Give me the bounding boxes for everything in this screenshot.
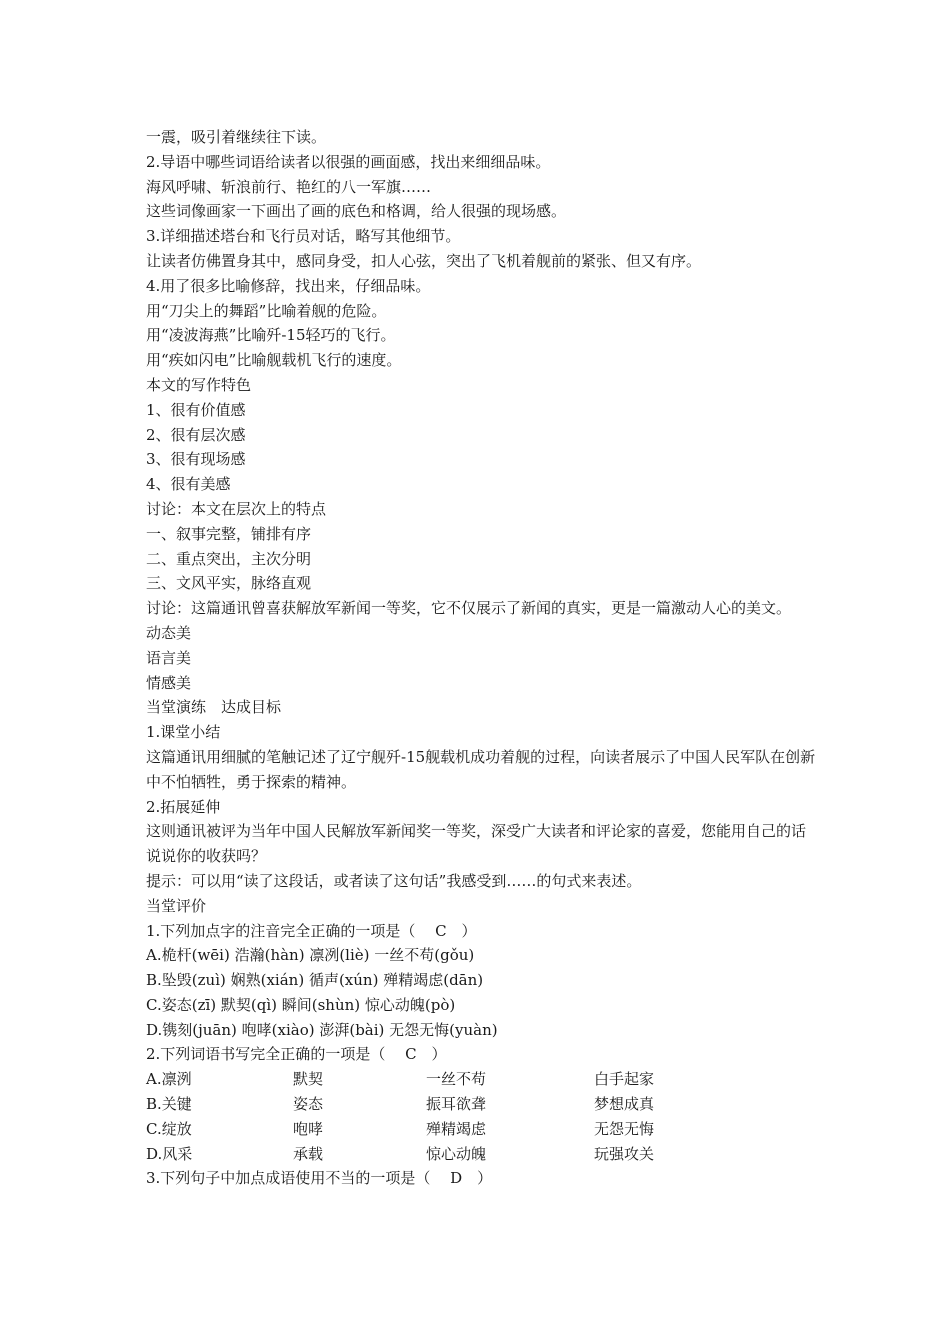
table-cell: B.关键 <box>146 1095 192 1114</box>
option-a: A.桅杆(wēi) 浩瀚(hàn) 凛冽(liè) 一丝不苟(gǒu) <box>146 946 475 965</box>
intro-section <box>146 125 816 596</box>
subsection-heading: 1.课堂小结 <box>146 723 221 742</box>
list-item: 4、很有美感 <box>146 475 231 494</box>
question-3: 3.详细描述塔台和飞行员对话，略写其他细节。 <box>146 227 461 246</box>
text-line: 用“刀尖上的舞蹈”比喻着舰的危险。 <box>146 301 387 320</box>
text-line: 一震，吸引着继续往下读。 <box>146 128 327 146</box>
document-page <box>146 125 816 1191</box>
table-cell: 默契 <box>293 1070 324 1089</box>
table-row <box>146 1092 816 1117</box>
question-2: 2.导语中哪些词语给读者以很强的画面感，找出来细细品味。 <box>146 152 551 171</box>
discussion-heading: 讨论：本文在层次上的特点 <box>146 499 327 518</box>
table-cell: 白手起家 <box>594 1070 655 1089</box>
hint-line: 提示：可以用“读了这段话，或者读了这句话”我感受到……的句式来表述。 <box>146 871 642 890</box>
list-item: 一、叙事完整，铺排有序 <box>146 524 312 543</box>
table-cell: A.凛洌 <box>146 1070 192 1089</box>
table-row <box>146 1117 816 1142</box>
question-3-eval: 3.下列句子中加点成语使用不当的一项是（ D ） <box>146 1169 493 1188</box>
list-item: 情感美 <box>146 673 192 692</box>
list-item: 2、很有层次感 <box>146 425 246 444</box>
summary-paragraph: 这篇通讯用细腻的笔触记述了辽宁舰歼-15舰载机成功着舰的过程，向读者展示了中国人民军队在创新中不怕牺牲，勇于探索的精神。 <box>146 747 816 791</box>
table-cell: 振耳欲聋 <box>426 1095 487 1114</box>
table-row <box>146 1142 816 1167</box>
list-item: 三、文风平实，脉络直观 <box>146 574 312 593</box>
question-1: 1.下列加点字的注音完全正确的一项是（ C ） <box>146 921 477 940</box>
list-item: 二、重点突出，主次分明 <box>146 549 312 568</box>
subsection-heading: 2.拓展延伸 <box>146 797 221 816</box>
table-cell: 殚精竭虑 <box>426 1119 487 1138</box>
text-line: 用“疾如闪电”比喻舰载机飞行的速度。 <box>146 351 402 370</box>
table-cell: 姿态 <box>293 1095 324 1114</box>
table-cell: 一丝不苟 <box>426 1070 487 1089</box>
word-table <box>146 1067 816 1166</box>
section-heading: 当堂演练 达成目标 <box>146 698 282 717</box>
question-4: 4.用了很多比喻修辞，找出来，仔细品味。 <box>146 276 431 295</box>
extend-paragraph: 这则通讯被评为当年中国人民解放军新闻奖一等奖，深受广大读者和评论家的喜爱，您能用自己的话说说你的收获吗？ <box>146 822 807 866</box>
beauty-section <box>146 621 816 745</box>
text-line: 这些词像画家一下画出了画的底色和格调，给人很强的现场感。 <box>146 202 567 221</box>
list-item: 语言美 <box>146 648 192 667</box>
table-cell: 惊心动魄 <box>426 1144 487 1163</box>
option-c: C.姿态(zī) 默契(qì) 瞬间(shùn) 惊心动魄(pò) <box>146 995 456 1014</box>
table-cell: C.绽放 <box>146 1119 192 1138</box>
table-cell: 承载 <box>293 1144 324 1163</box>
option-b: B.坠毁(zuì) 娴熟(xián) 循声(xún) 殚精竭虑(dān) <box>146 971 484 990</box>
list-item: 3、很有现场感 <box>146 450 246 469</box>
table-row <box>146 1067 816 1092</box>
section-heading: 本文的写作特色 <box>146 375 252 394</box>
table-cell: 玩强攻关 <box>594 1144 655 1163</box>
question-2-eval: 2.下列词语书写完全正确的一项是（ C ） <box>146 1045 447 1064</box>
list-item: 1、很有价值感 <box>146 400 246 419</box>
list-item: 动态美 <box>146 623 192 642</box>
table-cell: 咆哮 <box>293 1119 324 1138</box>
table-cell: 梦想成真 <box>594 1095 655 1114</box>
option-d: D.镌刻(juān) 咆哮(xiào) 澎湃(bài) 无怨无悔(yuàn) <box>146 1020 498 1039</box>
evaluation-section <box>146 869 816 1067</box>
table-cell: D.风采 <box>146 1144 193 1163</box>
text-line: 海风呼啸、斩浪前行、艳红的八一军旗…… <box>146 177 432 196</box>
section-heading: 当堂评价 <box>146 896 207 915</box>
discussion-paragraph: 讨论：这篇通讯曾喜获解放军新闻一等奖，它不仅展示了新闻的真实，更是一篇激动人心的美文。 <box>146 599 792 618</box>
text-line: 用“凌波海燕”比喻歼-15轻巧的飞行。 <box>146 326 396 345</box>
text-line: 让读者仿佛置身其中，感同身受，扣人心弦，突出了飞机着舰前的紧张、但又有序。 <box>146 251 702 270</box>
table-cell: 无怨无悔 <box>594 1119 655 1138</box>
